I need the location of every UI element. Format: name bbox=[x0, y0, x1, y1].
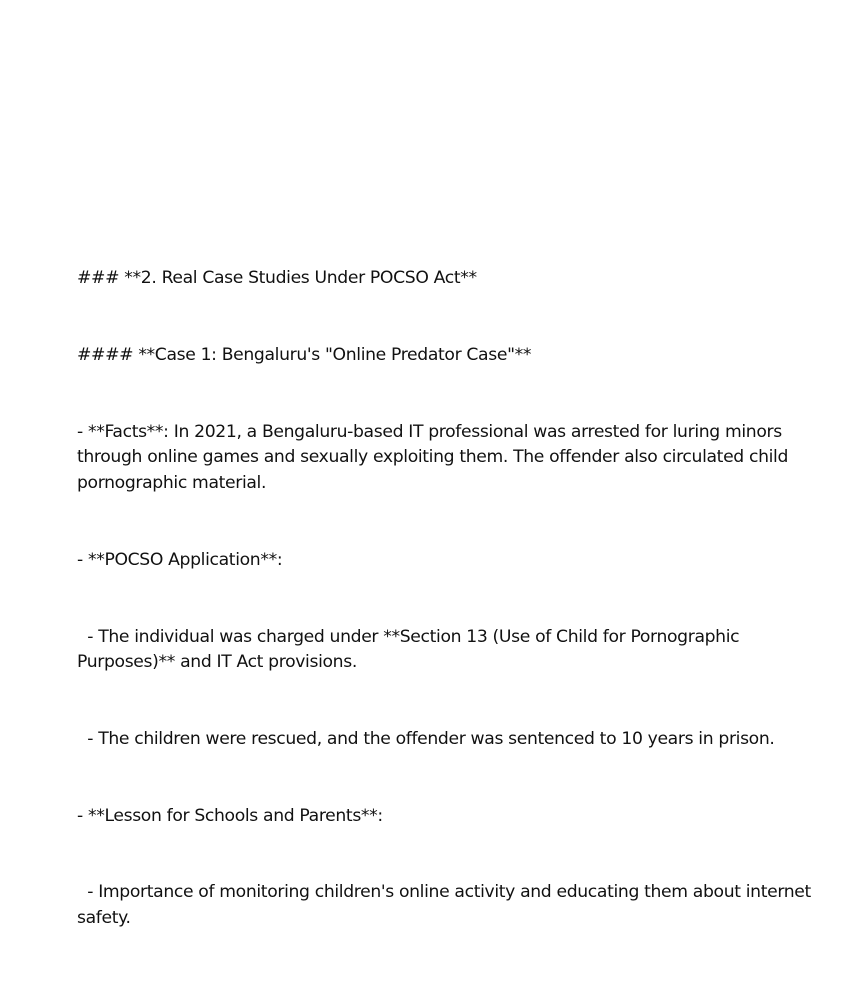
lesson-detail: - Importance of monitoring children's online activity and educating them about internet safety. bbox=[77, 882, 817, 929]
markdown-text-block bbox=[77, 215, 822, 983]
pocso-application-label: - **POCSO Application**: bbox=[77, 549, 283, 570]
sentence-detail: - The children were rescued, and the offender was sentenced to 10 years in prison. bbox=[77, 728, 775, 749]
case-heading: #### **Case 1: Bengaluru's "Online Predator Case"** bbox=[77, 344, 532, 365]
facts-paragraph: - **Facts**: In 2021, a Bengaluru-based IT professional was arrested for luring minors through online games and sexually exploiting them. The offender also circulated child pornographic material. bbox=[77, 421, 794, 493]
lesson-label: - **Lesson for Schools and Parents**: bbox=[77, 805, 383, 826]
charge-detail: - The individual was charged under **Section 13 (Use of Child for Pornographic Purposes)** and IT Act provisions. bbox=[77, 626, 745, 673]
section-heading: ### **2. Real Case Studies Under POCSO Act** bbox=[77, 268, 477, 289]
